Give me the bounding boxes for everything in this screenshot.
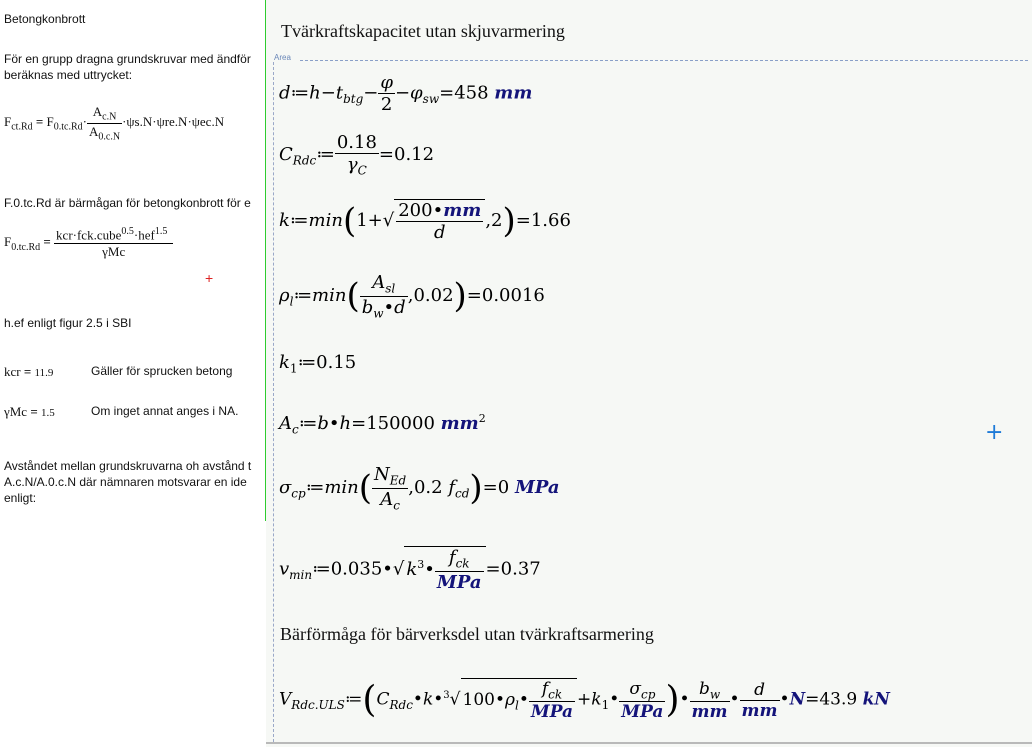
formula1-rhs: F <box>46 114 54 130</box>
vrdc-unit1-b: MPa <box>621 701 664 722</box>
vmin-coef: 0.035 <box>330 558 383 580</box>
formula1-lhs-sub: ct.Rd <box>11 121 33 133</box>
vrdc-unit2-b: mm <box>741 700 778 721</box>
formula1-psi-factors: ·ψs.N·ψre.N·ψec.N <box>122 114 225 130</box>
equation-k[interactable]: k≔min(1+√ $\frac{200•mm}{d}$ ,2)=1.66 <box>279 200 571 243</box>
paragraph-spacing-line-2: A.c.N/A.0.c.N där nämnaren motsvarar en ide <box>4 475 247 489</box>
scp-unit: MPa <box>514 477 560 499</box>
area-region-left-border <box>273 62 274 742</box>
formula1-den: A <box>89 123 99 139</box>
formula1-num: A <box>92 104 103 119</box>
k-result: 1.66 <box>530 210 571 231</box>
gmc-value: 1.5 <box>41 407 55 419</box>
blue-insertion-crosshair-icon: + <box>985 420 1004 445</box>
scp-result: 0 <box>497 477 510 499</box>
ac-unit-exponent: 2 <box>478 412 486 425</box>
vrdc-unit2: mm <box>691 701 728 722</box>
vmin-result: 0.37 <box>500 558 541 580</box>
ac-result: 150000 <box>366 413 435 434</box>
crdc-numerator: 0.18 <box>336 132 377 153</box>
gamma-mc-definition[interactable]: γMc = 1.5 <box>4 404 55 419</box>
vrdc-unit3: N <box>789 689 806 710</box>
formula-fct-rd[interactable]: $F_{ct.Rd} = F_{0.tc.Rd}\cdot$ $\frac{A_{c.N}}{A_{0.c.N}}$ ·ψs.N·ψre.N·ψec.N <box>4 104 225 143</box>
kcr-definition[interactable]: kcr = 11.9 <box>4 364 54 379</box>
paragraph-spacing-line-3: enligt: <box>4 491 37 505</box>
formula2-num2: ·hef <box>133 227 155 243</box>
intro-text-line-2: beräknas med uttrycket: <box>4 68 133 82</box>
paragraph-f0tcrd: F.0.tc.Rd är bärmågan för betongkonbrott för e <box>4 196 251 210</box>
area-region-border <box>300 60 1028 61</box>
vmin-unit: MPa <box>436 571 482 593</box>
formula2-den: γMc <box>102 244 126 260</box>
section-subtitle: Bärförmåga för bärverksdel utan tvärkraftsarmering <box>280 624 654 644</box>
d-unit: mm <box>494 82 533 104</box>
gmc-label: γMc <box>4 404 28 419</box>
vrdc-coef: 100 <box>462 690 495 711</box>
formula2-num: kcr·fck.cube <box>56 227 122 243</box>
vrdc-result: 43.9 <box>819 689 858 710</box>
k-cap: 2 <box>491 210 503 231</box>
gamma-mc-note: Om inget annat anges i NA. <box>91 404 239 418</box>
formula-f0-tc-rd[interactable]: $F_{0.tc.Rd}$ = kcr·fck.cube$^{0.5}$·hef$^{1.5}$ γMc <box>4 226 173 260</box>
equation-ac[interactable]: $A_c≔b•h=150000$ $mm^2$ <box>279 412 486 437</box>
equation-vmin[interactable]: $v_{min}≔0.035•√$ $k^3•$ $f_{ck}$ MPa =0.37 <box>279 547 541 593</box>
kcr-label: kcr <box>4 364 21 379</box>
vrdc-unit1: MPa <box>530 702 574 723</box>
k-num: 200 <box>398 200 433 221</box>
formula1-rhs-sub: 0.tc.Rd <box>53 121 83 133</box>
formula1-lhs: F <box>4 114 12 130</box>
vrdc-unit: kN <box>862 689 890 710</box>
crdc-result: 0.12 <box>394 143 435 165</box>
equation-sigma-cp[interactable]: $\sigma_{cp}≔\min$( $N_{Ed}$ $A_c$ ,0.2 $f_{cd})=0$ MPa <box>279 464 560 513</box>
area-region-label[interactable]: Area <box>274 53 291 62</box>
vrdc-root-index: 3 <box>443 690 450 702</box>
intro-text-line-1: För en grupp dragna grundskruvar med ändför <box>4 52 251 66</box>
red-crosshair-icon: + <box>205 270 214 286</box>
equation-vrdc-uls[interactable]: $V_{Rdc.ULS}≔(C_{Rdc}•k•^3√$ $100•\rho_l•$ $f_{ck}$ MPa $+k_1•$ $\sigma_{cp}$ MPa )• $\frac{b_w}{mm}$ • $\frac{d}{mm}$ •N=43.9 kN <box>279 678 890 723</box>
paragraph-hef: h.ef enligt figur 2.5 i SBI <box>4 316 132 330</box>
equation-d[interactable]: $d≔h-t_{btg}-$ $\frac{\varphi}{2}$ $-\varphi_{sw}=458$ mm <box>279 72 533 115</box>
formula2-lhs: F <box>4 234 12 250</box>
rho-result: 0.0016 <box>481 285 545 307</box>
formula2-exp2: 1.5 <box>154 226 168 237</box>
page-bottom-border <box>266 742 1032 744</box>
equation-crdc[interactable]: $C_{Rdc}≔$ $\frac{0.18}{\gamma_C}$ =0.12 <box>279 132 435 178</box>
k-unit: mm <box>443 200 482 221</box>
formula1-den-sub: 0.c.N <box>98 131 121 143</box>
vmin-exp: 3 <box>417 557 425 571</box>
page-title: Tvärkraftskapacitet utan skjuvarmering <box>281 21 565 41</box>
right-worksheet-pane <box>266 0 1032 747</box>
formula2-exp1: 0.5 <box>121 226 134 237</box>
section-heading: Betongkonbrott <box>4 12 86 26</box>
kcr-note: Gäller för sprucken betong <box>91 364 233 378</box>
d-result: 458 <box>454 82 489 104</box>
ac-unit: mm <box>440 413 479 434</box>
scp-factor: 0.2 <box>413 477 443 499</box>
k1-value: 0.15 <box>316 352 357 373</box>
kcr-value: 11.9 <box>34 367 54 379</box>
rho-cap: 0.02 <box>413 285 454 307</box>
paragraph-spacing-line-1: Avståndet mellan grundskruvarna oh avstånd t <box>4 459 252 473</box>
formula1-num-sub: c.N <box>102 111 117 123</box>
equation-k1[interactable]: $k_1≔0.15$ <box>279 352 357 376</box>
left-worksheet-pane <box>0 0 266 747</box>
equation-rho-l[interactable]: $\rho_l≔\min$( $A_{sl}$ $b_w•d$ ,0.02)=0.0016 <box>279 272 545 321</box>
formula2-lhs-sub: 0.tc.Rd <box>11 241 41 253</box>
